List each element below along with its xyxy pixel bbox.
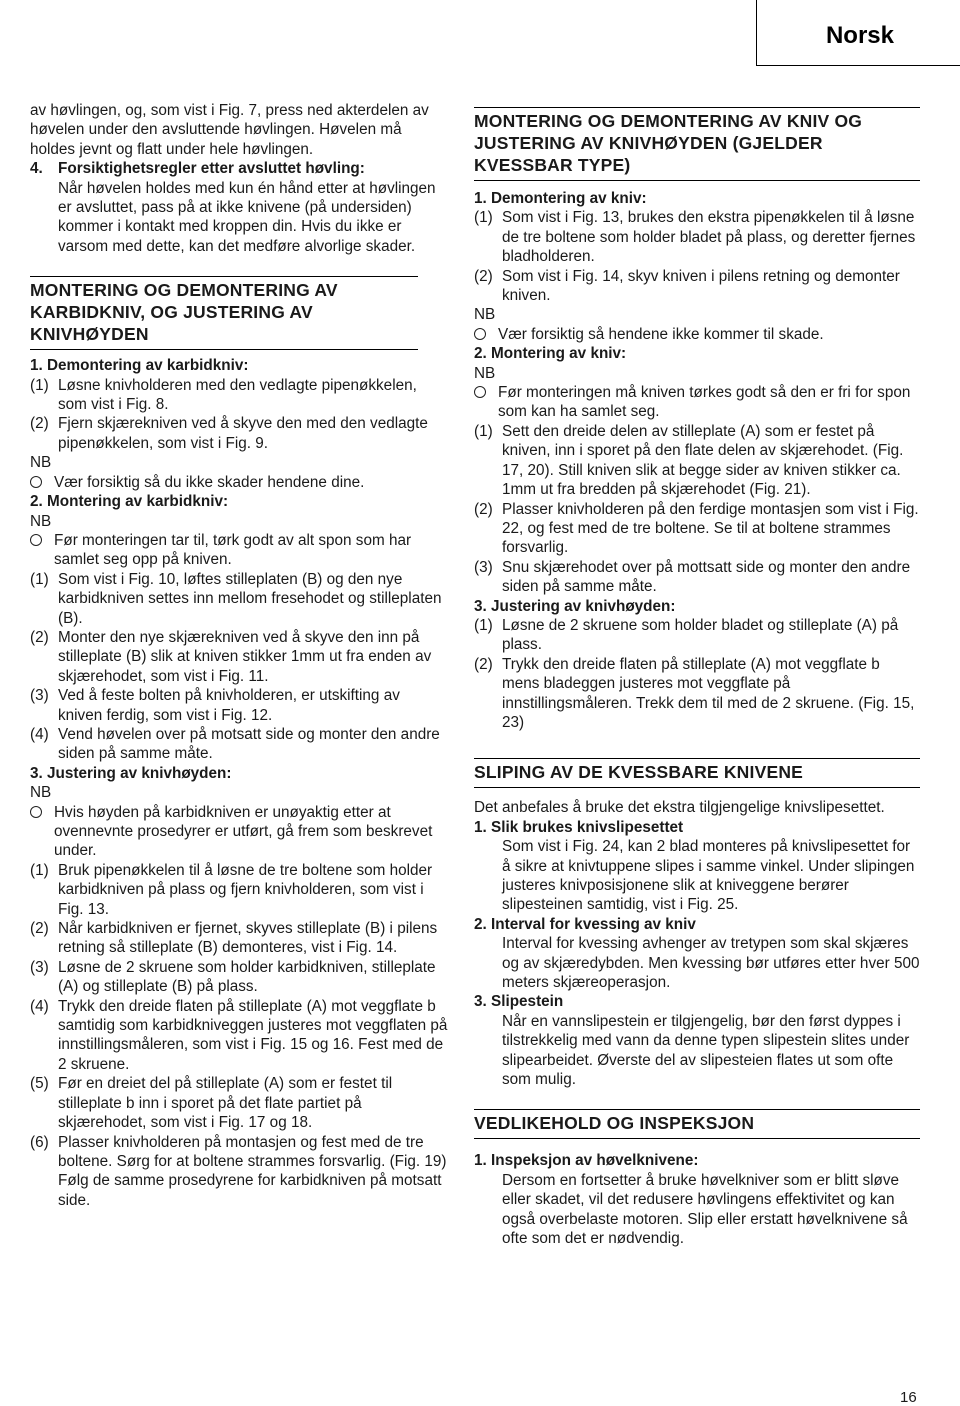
list-item-text: Plasser knivholderen på montasjen og fest med de tre boltene. Sørg for at boltene strammes forsvarlig. (Fig. 19) bbox=[58, 1133, 447, 1170]
nb-bullet-text: Vær forsiktig så hendene ikke kommer til skade. bbox=[498, 325, 824, 343]
circle-bullet-icon bbox=[474, 386, 486, 398]
list-item-number: (5) bbox=[30, 1075, 49, 1093]
list-item bbox=[30, 725, 448, 764]
nb-label: NB bbox=[30, 784, 52, 802]
item-4-number: 4. bbox=[30, 160, 43, 178]
nb-bullet bbox=[30, 531, 448, 570]
list-item bbox=[474, 655, 920, 733]
nb-bullet bbox=[474, 383, 920, 422]
list-item-text: Før en dreiet del på stilleplate (A) som er festet til stilleplate b inn i sporet på det flate partiet på skjærehodet, som vist i Fig. 17 og 18. bbox=[58, 1075, 393, 1132]
list-item-text: Trykk den dreide flaten på stilleplate (A) mot veggflate b mens bladeggen justeres mot veggflate på innstillingsmåleren. Trekk dem til med de 2 skruene. (Fig. 15, 23) bbox=[502, 655, 915, 731]
list-item bbox=[30, 376, 448, 415]
sliping-item-title: 2. Interval for kvessing av kniv bbox=[474, 915, 696, 933]
list-item-number: (1) bbox=[30, 861, 49, 879]
list-item bbox=[30, 628, 448, 686]
list-item-number: (2) bbox=[474, 500, 493, 518]
list-item-number: (1) bbox=[30, 376, 49, 394]
list-item-number: (2) bbox=[474, 267, 493, 285]
list-item-number: (2) bbox=[30, 920, 49, 938]
list-item bbox=[30, 997, 448, 1075]
list-item-text: Som vist i Fig. 14, skyv kniven i pilens retning og demonter kniven. bbox=[502, 267, 900, 305]
list-item-text: Monter den nye skjærekniven ved å skyve den inn på stilleplate (B) slik at kniven stikker 1mm ut fra enden av skjærehodet, som vist i Fig. 11. bbox=[58, 628, 432, 685]
section-heading-vedlikehold: VEDLIKEHOLD OG INSPEKSJON bbox=[474, 1109, 920, 1139]
sliping-item-title: 1. Slik brukes knivslipesettet bbox=[474, 818, 684, 836]
language-label: Norsk bbox=[825, 22, 894, 49]
circle-bullet-icon bbox=[30, 534, 42, 546]
circle-bullet-icon bbox=[474, 328, 486, 340]
list-item bbox=[30, 919, 448, 958]
page-number: 16 bbox=[900, 1389, 917, 1406]
list-item-number: (1) bbox=[474, 616, 493, 634]
inspection-title: 1. Inspeksjon av høvelknivene: bbox=[474, 1152, 699, 1170]
list-item-text: Sett den dreide delen av stilleplate (A) som er festet på kniven, inn i sporet på den flate delen av skjærehodet. (Fig. 17, 20). Still kniven slik at begge sider av kniven stikker ca. 1mm ut fra bredden på skjærehodet (Fig. 21). bbox=[502, 422, 904, 499]
item-4 bbox=[30, 159, 448, 256]
subsection-title-montering: 2. Montering av karbidkniv: bbox=[30, 493, 229, 511]
list-item-number: (2) bbox=[474, 655, 493, 673]
list-item-number: (2) bbox=[30, 415, 49, 433]
subsection-title-demontering-kniv: 1. Demontering av kniv: bbox=[474, 190, 647, 207]
list-item bbox=[30, 861, 448, 919]
list-item-number: (4) bbox=[30, 725, 49, 743]
nb-bullet-text: Før monteringen tar til, tørk godt av alt spon som har samlet seg opp på kniven. bbox=[54, 531, 412, 569]
list-item bbox=[474, 616, 920, 655]
list-item-number: (1) bbox=[474, 209, 493, 227]
language-tab bbox=[756, 0, 960, 66]
list-item-number: (2) bbox=[30, 628, 49, 646]
list-item bbox=[30, 958, 448, 997]
circle-bullet-icon bbox=[30, 806, 42, 818]
list-item-number: (3) bbox=[30, 958, 49, 976]
list-item-text: Løsne de 2 skruene som holder bladet og stilleplate (A) på plass. bbox=[502, 616, 899, 654]
nb-bullet bbox=[474, 325, 920, 344]
list-item-number: (1) bbox=[474, 422, 493, 440]
inspection-text: Dersom en fortsetter å bruke høvelkniver som er blitt sløve eller skadet, vil det redusere høvlingens effektivitet og kan også overbelaste motoren. Slip eller erstatt høvelknivene så ofte som det er nødvendig. bbox=[502, 1171, 908, 1248]
nb-bullet bbox=[30, 803, 448, 861]
list-item-text: Løsne de 2 skruene som holder karbidkniven, stilleplate (A) og stilleplate (B) på plass. bbox=[58, 958, 436, 996]
item-4-title: Forsiktighetsregler etter avsluttet høvling: bbox=[58, 160, 365, 178]
section-heading-sliping: SLIPING AV DE KVESSBARE KNIVENE bbox=[474, 758, 920, 788]
list-item-number: (1) bbox=[30, 570, 49, 588]
closing-note: Følg de samme prosedyrene for karbidkniven på motsatt side. bbox=[58, 1172, 442, 1209]
nb-label: NB bbox=[474, 364, 496, 382]
list-item-number: (3) bbox=[474, 558, 493, 576]
section-heading-karbidkniv: MONTERING OG DEMONTERING AV KARBIDKNIV, OG JUSTERING AV KNIVHØYDEN bbox=[30, 276, 418, 350]
list-item-text: Trykk den dreide flaten på stilleplate (A) mot veggflate b samtidig som karbidkniveggen justeres mot veggflaten på innstillingsmåleren, som vist i Fig. 15 og 16. Fest med de 2 skruene. bbox=[58, 997, 448, 1073]
nb-bullet-text: Hvis høyden på karbidkniven er unøyaktig etter at ovennevnte prosedyrer er utført, gå frem som beskrevet under. bbox=[54, 803, 433, 860]
list-item-text: Som vist i Fig. 13, brukes den ekstra pipenøkkelen til å løsne de tre boltene som holder bladet på plass, og deretter fjernes bladholderen. bbox=[502, 209, 916, 266]
left-column bbox=[30, 101, 448, 1210]
sliping-item-text: Som vist i Fig. 24, kan 2 blad monteres på knivslipesettet for å sikre at knivtuppene slipes i samme vinkel. Under slipingen justeres knivposisjonene slik at kniveggene berører slipesteinen samtidig, vist i Fig. 25. bbox=[502, 838, 915, 914]
subsection-title-montering-kniv: 2. Montering av kniv: bbox=[474, 345, 627, 363]
sliping-item-title: 3. Slipestein bbox=[474, 993, 564, 1011]
nb-bullet-text: Vær forsiktig så du ikke skader hendene dine. bbox=[54, 473, 365, 491]
list-item bbox=[30, 414, 448, 453]
list-item bbox=[474, 422, 920, 500]
circle-bullet-icon bbox=[30, 476, 42, 488]
list-item bbox=[474, 208, 920, 266]
list-item bbox=[30, 1133, 448, 1172]
list-item-number: (4) bbox=[30, 997, 49, 1015]
list-item bbox=[474, 267, 920, 306]
section-heading-kvessbar: MONTERING OG DEMONTERING AV KNIV OG JUSTERING AV KNIVHØYDEN (GJELDER KVESSBAR TYPE) bbox=[474, 107, 920, 181]
nb-label: NB bbox=[30, 454, 52, 472]
list-item bbox=[474, 558, 920, 597]
subsection-title-justering-kniv: 3. Justering av knivhøyden: bbox=[474, 597, 676, 615]
list-item-number: (3) bbox=[30, 687, 49, 705]
sliping-item-text: Interval for kvessing avhenger av tretypen som skal skjæres og av skjæredybden. Men kvessing bør utføres etter hver 500 meters skjæreoperasjon. bbox=[502, 935, 920, 992]
sliping-item-text: Når en vannslipestein er tilgjengelig, bør den først dyppes i tilstrekkelig med vann da denne typen slipestein slites under slipearbeidet. Øverste del av slipesteien flates ut som ofte som mulig. bbox=[502, 1012, 910, 1089]
nb-bullet bbox=[30, 473, 448, 492]
intro-paragraph: av høvlingen, og, som vist i Fig. 7, press ned akterdelen av høvelen under den avsluttende høvlingen. Høvelen må holdes jevnt og flatt under hele høvlingen. bbox=[30, 102, 429, 158]
list-item-text: Ved å feste bolten på knivholderen, er utskifting av kniven ferdig, som vist i Fig. 12. bbox=[58, 687, 400, 724]
right-column bbox=[474, 107, 920, 1249]
list-item-text: Fjern skjærekniven ved å skyve den med den vedlagte pipenøkkelen, som vist i Fig. 9. bbox=[58, 415, 428, 452]
list-item bbox=[30, 570, 448, 628]
list-item-text: Vend høvelen over på motsatt side og monter den andre siden på samme måte. bbox=[58, 725, 440, 763]
list-item-text: Plasser knivholderen på den ferdige montasjen som vist i Fig. 22, og fest med de tre boltene. Se til at boltene strammes forsvarlig. bbox=[502, 500, 919, 557]
subsection-title-demontering: 1. Demontering av karbidkniv: bbox=[30, 357, 249, 375]
list-item-text: Som vist i Fig. 10, løftes stilleplaten (B) og den nye karbidkniven settes inn mellom fresehodet og stilleplaten (B). bbox=[58, 570, 442, 627]
item-4-text: Når høvelen holdes med kun én hånd etter at høvlingen er avsluttet, pass på at ikke knivene (på undersiden) kommer i kontakt med kroppen din. Hvis du ikke er varsom med dette, kan det medføre alvorlige skader. bbox=[58, 179, 436, 255]
list-item-text: Løsne knivholderen med den vedlagte pipenøkkelen, som vist i Fig. 8. bbox=[58, 376, 417, 414]
nb-bullet-text: Før monteringen må kniven tørkes godt så den er fri for spon som kan ha samlet seg. bbox=[498, 384, 911, 421]
list-item bbox=[30, 1074, 448, 1132]
list-item bbox=[474, 500, 920, 558]
list-item bbox=[30, 686, 448, 725]
list-item-text: Når karbidkniven er fjernet, skyves stilleplate (B) i pilens retning så stilleplate (B) demonteres, vist i Fig. 14. bbox=[58, 920, 438, 957]
list-item-number: (6) bbox=[30, 1133, 49, 1151]
subsection-title-justering: 3. Justering av knivhøyden: bbox=[30, 764, 232, 782]
list-item-text: Bruk pipenøkkelen til å løsne de tre boltene som holder karbidkniven på plass og fjern knivholderen, som vist i Fig. 13. bbox=[58, 861, 433, 918]
nb-label: NB bbox=[30, 512, 52, 530]
nb-label: NB bbox=[474, 306, 496, 324]
sliping-intro: Det anbefales å bruke det ekstra tilgjengelige knivslipesettet. bbox=[474, 799, 885, 817]
list-item-text: Snu skjærehodet over på mottsatt side og monter den andre siden på samme måte. bbox=[502, 558, 911, 596]
